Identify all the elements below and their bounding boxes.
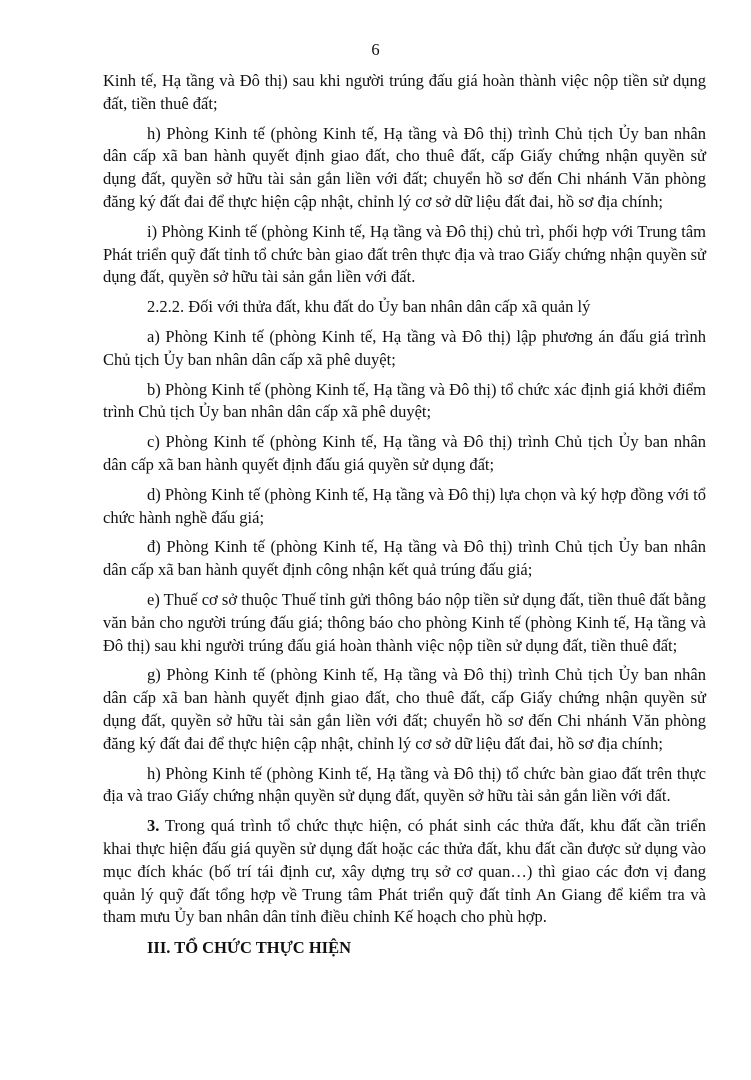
paragraph-text: i) Phòng Kinh tế (phòng Kinh tế, Hạ tầng và Đô thị) chủ trì, phối hợp với Trung tâm Phát triển quỹ đất tỉnh tổ chức bàn giao đất trên thực địa và trao Giấy chứng nhận quyền sử dụng đất, quyền sở hữu tài sản gắn liền với đất. [103,221,706,287]
paragraph-text: g) Phòng Kinh tế (phòng Kinh tế, Hạ tầng và Đô thị) trình Chủ tịch Ủy ban nhân dân cấp xã ban hành quyết định giao đất, cho thuê đất, cấp Giấy chứng nhận quyền sử dụng đất, quyền sở hữu tài sản gắn liền với đất; chuyển hồ sơ đến Chi nhánh Văn phòng đăng ký đất đai để thực hiện cập nhật, chỉnh lý cơ sở dữ liệu đất đai, hồ sơ địa chính; [103,665,706,753]
paragraph-text: 2.2.2. Đối với thửa đất, khu đất do Ủy ban nhân dân cấp xã quản lý [147,297,591,317]
paragraph [103,589,706,657]
paragraph [103,763,706,809]
paragraph [103,484,706,530]
paragraph-text: b) Phòng Kinh tế (phòng Kinh tế, Hạ tầng và Đô thị) tổ chức xác định giá khởi điểm trình Chủ tịch Ủy ban nhân dân cấp xã phê duyệt; [103,379,706,422]
document-body [103,70,706,960]
paragraph [103,326,706,372]
paragraph-text: h) Phòng Kinh tế (phòng Kinh tế, Hạ tầng và Đô thị) tổ chức bàn giao đất trên thực địa và trao Giấy chứng nhận quyền sử dụng đất, quyền sở hữu tài sản gắn liền với đất. [103,763,706,806]
paragraph-text: c) Phòng Kinh tế (phòng Kinh tế, Hạ tầng và Đô thị) trình Chủ tịch Ủy ban nhân dân cấp xã ban hành quyết định đấu giá quyền sử dụng đất; [103,432,706,474]
paragraph [103,70,706,116]
paragraph [103,815,706,929]
paragraph-text: d) Phòng Kinh tế (phòng Kinh tế, Hạ tầng và Đô thị) lựa chọn và ký hợp đồng với tổ chức hành nghề đấu giá; [103,484,706,527]
paragraph-text: đ) Phòng Kinh tế (phòng Kinh tế, Hạ tầng và Đô thị) trình Chủ tịch Ủy ban nhân dân cấp xã ban hành quyết định công nhận kết quả trúng đấu giá; [103,537,706,580]
paragraph [103,379,706,425]
paragraph [103,664,706,755]
paragraph-text: h) Phòng Kinh tế (phòng Kinh tế, Hạ tầng và Đô thị) trình Chủ tịch Ủy ban nhân dân cấp xã ban hành quyết định giao đất, cho thuê đất, cấp Giấy chứng nhận quyền sử dụng đất, quyền sở hữu tài sản gắn liền với đất; chuyển hồ sơ đến Chi nhánh Văn phòng đăng ký đất đai để thực hiện cập nhật, chỉnh lý cơ sở dữ liệu đất đai, hồ sơ địa chính; [103,123,706,211]
paragraph [103,123,706,214]
paragraph-text: a) Phòng Kinh tế (phòng Kinh tế, Hạ tầng và Đô thị) lập phương án đấu giá trình Chủ tịch Ủy ban nhân dân cấp xã phê duyệt; [103,326,706,369]
section-heading: III. TỔ CHỨC THỰC HIỆN [147,938,351,958]
paragraph-text: Kinh tế, Hạ tầng và Đô thị) sau khi người trúng đấu giá hoàn thành việc nộp tiền sử dụng đất, tiền thuê đất; [103,71,706,113]
paragraph-text: Trong quá trình tổ chức thực hiện, có phát sinh các thửa đất, khu đất cần triển khai thực hiện đấu giá quyền sử dụng đất hoặc các thửa đất, khu đất cần được sử dụng vào mục đích khác (bố trí tái định cư, xây dựng trụ sở cơ quan…) thì giao các đơn vị đang quản lý quỹ đất tổng hợp về Trung tâm Phát triển quỹ đất tỉnh An Giang để kiểm tra và tham mưu Ủy ban nhân dân tỉnh điều chỉnh Kế hoạch cho phù hợp. [103,816,706,927]
paragraph [103,296,706,319]
paragraph [103,536,706,582]
paragraph-text: e) Thuế cơ sở thuộc Thuế tỉnh gửi thông báo nộp tiền sử dụng đất, tiền thuê đất bằng văn bản cho người trúng đấu giá; thông báo cho phòng Kinh tế (phòng Kinh tế, Hạ tầng và Đô thị) sau khi người trúng đấu giá hoàn thành việc nộp tiền sử dụng đất, tiền thuê đất; [103,589,706,655]
page-number: 6 [371,40,380,59]
paragraph [103,221,706,289]
paragraph-number: 3. [147,816,160,836]
paragraph [103,431,706,477]
